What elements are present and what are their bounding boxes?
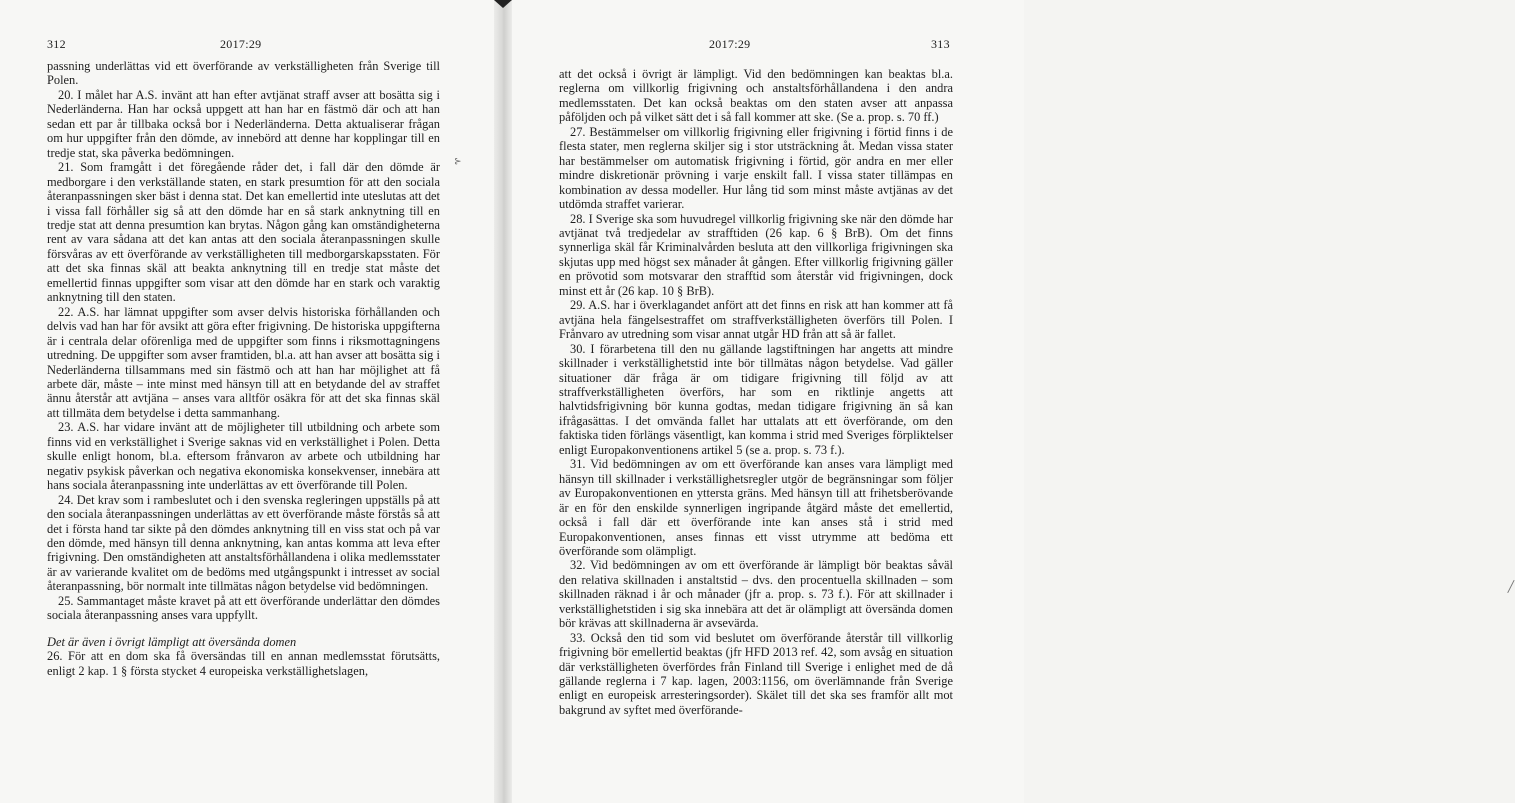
paragraph: 22. A.S. har lämnat uppgifter som avser delvis historiska förhållanden och delvis vad han har för avsikt att göra efter frigivning. De historiska uppgifterna är i centrala delar oförenliga med de uppgifter som finns i riksmottagningens utredning. De uppgifter som avser framtiden, bl.a. att han avser att bosätta sig i Nederländerna tillsammans med sin fästmö och att han har möjlighet att få arbete där, måste – inte minst med hänsyn till att en betydande del av straffet ännu återstår att avtjäna – anses vara alltför osäkra för att det ska finnas skäl att tillmäta dem betydelse i detta sammanhang.: [47, 304, 440, 420]
right-page: [500, 0, 1515, 803]
paragraph: 25. Sammantaget måste kravet på att ett överförande underlättar den dömdes sociala återanpassning anses vara uppfyllt.: [47, 593, 440, 623]
page-number: 313: [931, 37, 950, 51]
paragraph: att det också i övrigt är lämpligt. Vid den bedömningen kan beaktas bl.a. reglerna om villkorlig frigivning och anstaltsförhållandena i den andra medlemsstaten. Det kan också beaktas om den staten avser att anpassa påföljden och på vilket sätt det i så fall kommer att ske. (Se a. prop. s. 70 ff.): [559, 67, 953, 125]
paragraph: 24. Det krav som i rambeslutet och i den svenska regleringen uppställs på att den sociala återanpassningen underlättas av ett överförande måste förstås så att det i första hand tar sikte på den dömdes anknytning till en viss stat och på var den dömde, med hänsyn till denna anknytning, kan antas komma att leva efter frigivning. Den omständigheten att anstaltsförhållandena i olika medlemsstater är av varierande kvalitet om de bedöms med utgångspunkt i intresset av social återanpassning, bör normalt inte tillmätas någon betydelse vid bedömningen.: [47, 492, 440, 594]
paragraph: 33. Också den tid som vid beslutet om överförande återstår till villkorlig frigivning bör emellertid beaktas (jfr HFD 2013 ref. 42, som avsåg en situation där verkställigheten överfördes från Finland till Sverige i enlighet med de då gällande reglerna i 7 kap. lagen, 2003:1156, om överlämnande från Sverige enligt en europeisk arresteringsorder). Skälet till det ska ses framför allt mot bakgrund av syftet med överförande-: [559, 630, 953, 717]
paragraph: 32. Vid bedömningen av om ett överförande är lämpligt bör beaktas såväl den relativa skillnaden i anstaltstid – dvs. den procentuella skillnaden – som skillnaden räknad i år och månader (jfr a. prop. s. 73 f.). För att skillnader i verkställighetstiden i sig ska innebära att det är olämpligt att översända domen bör krävas att skillnaderna är avsevärda.: [559, 558, 953, 631]
paragraph: 20. I målet har A.S. invänt att han efter avtjänat straff avser att bosätta sig i Nederländerna. Han har också uppgett att han har en fästmö där och att han sedan ett par år tillbaka också bor i Nederländerna. Detta aktualiserar frågan om hur uppgifter från den dömde, av innebörd att denne har kopplingar till en tredje stat, ska påverka bedömningen.: [47, 87, 440, 160]
paragraph: 21. Som framgått i det föregående råder det, i fall där den dömde är medborgare i den verkställande staten, en stark presumtion för att den sociala återanpassningen sker bäst i denna stat. Det kan emellertid inte uteslutas att det i vissa fall förhåller sig så att den dömde har en så stark anknytning till en tredje stat att denna presumtion kan brytas. Någon gång kan omständigheterna rent av vara sådana att det kan antas att den sociala återanpassningen skulle försvåras av ett överförande av verkställigheten till medborgarskapsstaten. För att det ska finnas skäl att beakta anknytning till en tredje stat måste det emellertid finnas uppgifter som visar att den dömde har en stark och varaktig anknytning till den staten.: [47, 160, 440, 305]
paragraph: 26. För att en dom ska få översändas till en annan medlemsstat förutsätts, enligt 2 kap. 1 § första stycket 4 europeiska verkställighetslagen,: [47, 649, 440, 678]
scan-notch: [494, 0, 512, 8]
paragraph: 23. A.S. har vidare invänt att de möjligheter till utbildning och arbete som finns vid en verkställighet i Sverige saknas vid en verkställighet i Polen. Detta skulle enligt honom, bl.a. eftersom frånvaron av arbete och utbildning har negativ psykisk påverkan och negativa ekonomiska konsekvenser, innebära att hans sociala återanpassning inte underlättas av ett överförande till Polen.: [47, 420, 440, 493]
book-gutter: [494, 0, 512, 803]
paragraph: 29. A.S. har i överklagandet anfört att det finns en risk att han kommer att få avtjäna hela fängelsestraffet om straffverkställigheten överförs till Polen. I Frånvaro av utredning som visar annat utgår HD från att så är fallet.: [559, 298, 953, 342]
paragraph: 28. I Sverige ska som huvudregel villkorlig frigivning ske när den dömde har avtjänat två tredjedelar av strafftiden (26 kap. 6 § BrB). Om det finns synnerliga skäl får Kriminalvården besluta att den villkorliga frigivningen ska skjutas upp med högst sex månader åt gången. Efter villkorlig frigivning gäller en prövotid som motsvarar den strafftid som återstår vid frigivningen, dock minst ett år (26 kap. 10 § BrB).: [559, 211, 953, 298]
paragraph: passning underlättas vid ett överförande av verkställigheten från Sverige till Polen.: [47, 59, 440, 88]
paragraph: 30. I förarbetena till den nu gällande lagstiftningen har angetts att mindre skillnader i verkställighetstid inte bör tillmätas någon betydelse. Vad gäller situationer där fråga är om tidigare frigivning till följd av att straffverkställigheten överförs, har som en riktlinje angetts att halvtidsfrigivning bör kunna godtas, medan tidigare frigivning än så kan ifrågasättas. I det omvända fallet har uttalats att ett överförande, om den faktiska tiden förlängs väsentligt, kan komma i strid med Sveriges förpliktelser enligt Europakonventionens artikel 5 (se a. prop. s. 73 f.).: [559, 341, 953, 457]
running-header: 2017:29: [709, 37, 751, 51]
running-header: 2017:29: [220, 37, 262, 51]
section-heading: Det är även i övrigt lämpligt att översända domen: [47, 634, 297, 649]
margin-mark: ⊱: [454, 156, 462, 166]
text-column: [559, 67, 953, 717]
margin-mark: /: [1506, 575, 1515, 599]
text-column: [47, 59, 440, 678]
left-page: [0, 0, 500, 803]
paragraph: 27. Bestämmelser om villkorlig frigivning eller frigivning i förtid finns i de flesta stater, men reglerna skiljer sig i stor utsträckning åt. Medan vissa stater har bestämmelser om automatisk frigivning i förtid, gör andra en mer eller mindre diskretionär prövning i varje enskilt fall. I vissa stater tillämpas en kombination av dessa modeller. Hur lång tid som minst måste avtjänas av det utdömda straffet varierar.: [559, 124, 953, 212]
paragraph: 31. Vid bedömningen av om ett överförande kan anses vara lämpligt med hänsyn till skillnader i verkställighetsregler utgör de begränsningar som följer av Europakonventionen en yttersta gräns. Med hänsyn till att frihetsberövande är en för den enskilde synnerligen ingripande åtgärd måste det emellertid, också i fall där ett överförande inte kan anses stå i strid med Europakonventionen, anses finnas ett visst utrymme att bedöma ett överförande som olämpligt.: [559, 457, 953, 558]
page-number: 312: [47, 37, 66, 51]
